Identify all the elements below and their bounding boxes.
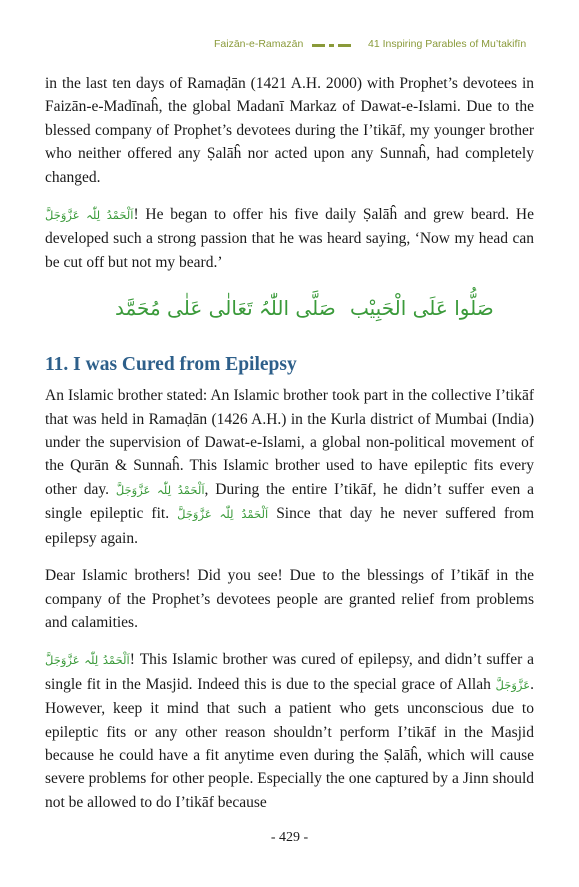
- running-header: [0, 38, 579, 54]
- section-heading: 11. I was Cured from Epilepsy: [45, 354, 297, 376]
- arabic-phrase: اَلْحَمْدُ لِلّٰہ عَزَّوَجَلَّ: [115, 482, 205, 497]
- paragraph-text: Since that day he never suffered from epilepsy again.: [45, 505, 535, 547]
- paragraph-text: ! He began to offer his five daily Ṣalāĥ and grew beard. He developed such a strong passion that he was heard saying, ‘Now my head can be cut off but not my beard.’: [45, 206, 534, 271]
- chapter-title: 41 Inspiring Parables of Mu’takifīn: [368, 38, 527, 50]
- book-title: Faizān-e-Ramazān: [214, 38, 304, 50]
- page-content: [45, 72, 534, 828]
- paragraph: in the last ten days of Ramaḍān (1421 A.H. 2000) with Prophet’s devotees in Faizān-e-Madīnaĥ, the global Madanī Markaz of Dawat-e-Islami. Due to the blessed company of Prophet’s devotees during the I’tikāf, my younger brother who neither offered any Ṣalāĥ nor acted upon any Sunnaĥ, had completely changed.: [45, 75, 534, 186]
- paragraph: [45, 203, 534, 274]
- paragraph-text: , During the entire I’tikāf, he didn’t suffer even a single epileptic fit.: [45, 480, 534, 523]
- paragraph-text: ! This Islamic brother was cured of epilepsy, and didn’t suffer a single fit in the Masjid. Indeed this is due to the special grace of Allah: [45, 651, 534, 693]
- paragraph-text: . However, keep it mind that such a patient who gets unconscious due to epileptic fits or any other reason shouldn’t perform I’tikāf in the Masjid because he could have a fit anytime even during the Ṣalāĥ, which will cause severe problems for other people. Especially the one captured by a Jinn should not be allowed to do I’tikāf because: [45, 675, 535, 811]
- paragraph: [45, 648, 534, 814]
- arabic-phrase: اَلْحَمْدُ لِلّٰہ عَزَّوَجَلَّ: [45, 653, 130, 668]
- page-number: - 429 -: [270, 830, 309, 845]
- arabic-phrase: عَزَّوَجَلَّ: [495, 677, 531, 692]
- paragraph: Dear Islamic brothers! Did you see! Due to the blessings of I’tikāf in the company of the Prophet’s devotees people are granted relief from problems and calamities.: [45, 567, 534, 631]
- salawat-response: صَلَّی اللّٰہُ تَعَالٰی عَلٰی مُحَمَّد: [115, 296, 336, 321]
- salawat-call: صَلُّوا عَلَی الْحَبِیْب: [350, 296, 494, 321]
- arabic-phrase: اَلْحَمْدُ لِلّٰہ عَزَّوَجَلَّ: [45, 208, 134, 223]
- paragraph: [45, 384, 534, 550]
- arabic-phrase: اَلْحَمْدُ لِلّٰہ عَزَّوَجَلَّ: [177, 507, 269, 522]
- salawat-line: [45, 288, 534, 344]
- paragraph-text: An Islamic brother stated: An Islamic brother took part in the collective I’tikāf that was held in Ramaḍān (1426 A.H.) in the Kurla district of Mumbai (India) under the supervision of Dawat-e-Islami, a global non-political movement of the Qurān & Sunnaĥ. This Islamic brother used to have epileptic fits every other day.: [45, 387, 534, 498]
